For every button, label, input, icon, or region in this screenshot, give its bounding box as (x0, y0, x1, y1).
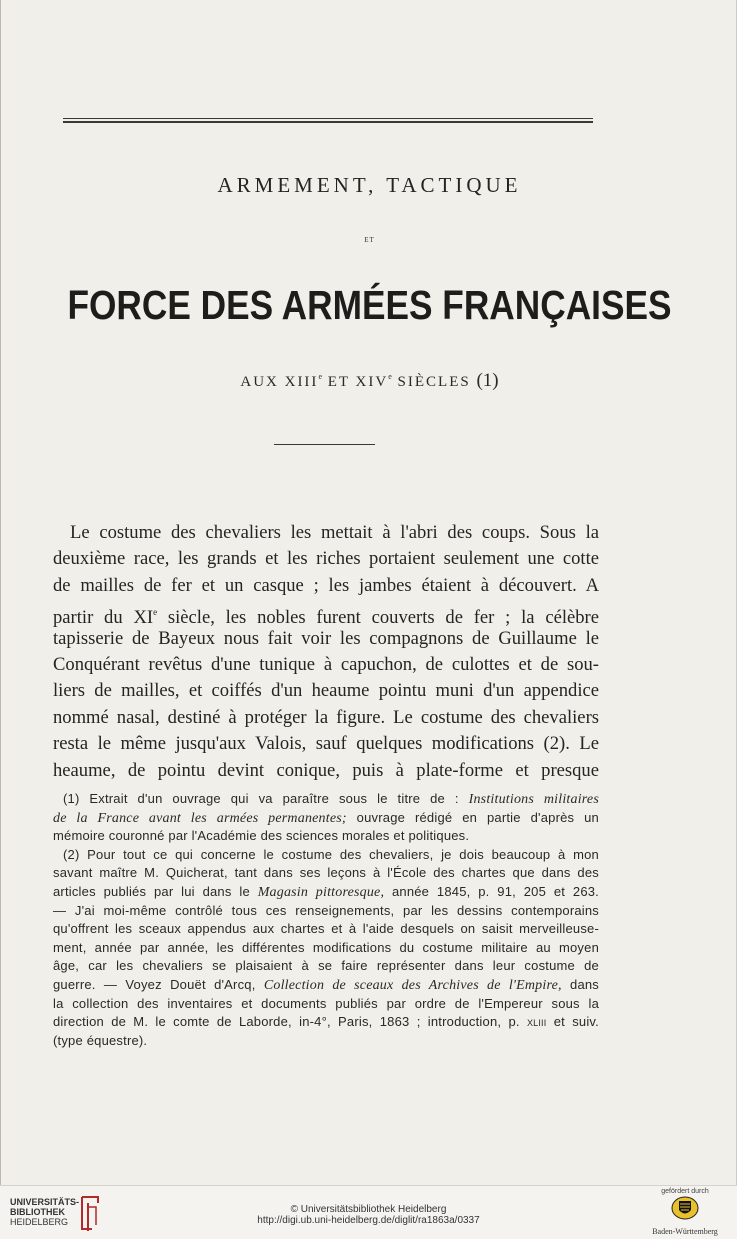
state-crest-icon (670, 1195, 700, 1221)
footnote-2-line: (2) Pour tout ce qui concerne le costume des chevaliers, je dois beaucoup à mon (63, 846, 599, 862)
footnote-2-text: guerre. — Voyez Douët d'Arcq, (53, 976, 264, 992)
footnote-2-text: et suiv. (546, 1014, 599, 1030)
footnote-2-line: la collection des inventaires et documents publiés par ordre de l'Empereur sous la (53, 995, 599, 1011)
footnote-2-line: — J'ai moi-même contrôlé tous ces renseignements, par les dessins contemporains (53, 902, 599, 918)
subtitle-part-3: SIÈCLES (391, 374, 477, 390)
subtitle (1, 370, 737, 392)
footnote-2-line (53, 976, 599, 995)
section-divider (274, 444, 375, 445)
body-line: heaume, de pointu devint conique, puis à plate-forme et presque (53, 759, 599, 781)
footnote-2-magazine: Magasin pittoresque, (257, 884, 385, 900)
library-name-line: UNIVERSITÄTS- (10, 1197, 80, 1207)
century-sup: e (153, 607, 158, 618)
body-line-4-rest: siècle, les nobles furent couverts de fer ; la célèbre (157, 607, 600, 629)
body-line: de mailles de fer et un casque ; les jambes étaient à découvert. A (53, 574, 599, 596)
title-line-1: ARMEMENT, TACTIQUE (217, 173, 522, 197)
footnote-2-text: dans (561, 976, 600, 992)
body-line-4-start: partir du XI (53, 607, 154, 629)
footnote-2-line (53, 1013, 599, 1032)
body-line: liers de mailles, et coiffés d'un heaume pointu muni d'un appendice (53, 680, 599, 702)
subtitle-footnote-ref[interactable]: (1) (476, 370, 499, 391)
title-conjunction: ET (364, 236, 375, 244)
footnote-1-title: Institutions militaires (468, 792, 599, 807)
permalink-url[interactable]: http://digi.ub.uni-heidelberg.de/diglit/ra1863a/0337 (257, 1215, 480, 1226)
footnote-1-line (53, 790, 599, 809)
body-line: Conquérant revêtus d'une tunique à capuchon, de culottes et de sou- (53, 653, 599, 675)
body-line: tapisserie de Bayeux nous fait voir les compagnons de Guillaume le (53, 627, 599, 649)
footnote-2-collection: Collection de sceaux des Archives de l'Empire, (263, 977, 562, 993)
subtitle-sup-2: e (388, 372, 392, 381)
subtitle-part-2: ET XIV (322, 374, 389, 390)
footnote-1-line (53, 809, 599, 828)
main-title: FORCE DES ARMÉES FRANÇAISES (67, 282, 672, 328)
body-line: nommé nasal, destiné à protéger la figure. Le costume des chevaliers (53, 706, 599, 728)
footnote-2-text: année 1845, p. 91, 205 et 263. (384, 883, 599, 899)
footnote-1-text: (1) Extrait d'un ouvrage qui va paraître sous le titre de : (63, 791, 469, 806)
footnote-2-text: direction de M. le comte de Laborde, in-4°, Paris, 1863 ; introduction, p. (53, 1014, 527, 1030)
top-rule-double (63, 121, 593, 123)
footnote-2-roman: xliii (526, 1014, 547, 1030)
footnote-2-line: âge, car les chevaliers se plaisaient à se faire représenter dans leur costume de (53, 958, 599, 974)
sponsor-label: gefördert durch (661, 1188, 709, 1195)
library-footer (0, 1185, 737, 1239)
body-line: deuxième race, les grands et les riches portaient seulement une cotte (53, 548, 599, 570)
subtitle-sup-1: e (318, 372, 322, 381)
footnote-2-text: articles publiés par lui dans le (53, 883, 258, 899)
footnote-2-line: (type équestre). (53, 1032, 148, 1048)
footnote-1-title-cont: de la France avant les armées permanentes; (53, 810, 347, 826)
library-name-line: HEIDELBERG (10, 1217, 69, 1227)
footnote-2-line: qu'offrent les sceaux appendus aux chartes et à l'aide desquels on saisit merveilleuse- (53, 921, 599, 937)
top-rule-thick (63, 118, 593, 119)
footnote-2-line: savant maître M. Quicherat, tant dans ses leçons à l'École des chartes que dans des (53, 865, 599, 881)
body-line: Le costume des chevaliers les mettait à l'abri des coups. Sous la (70, 522, 599, 543)
copyright-notice: © Universitätsbibliothek Heidelberg (290, 1204, 447, 1215)
body-paragraph (53, 520, 599, 784)
footnote-2-line: ment, année par année, les différentes modifications du costume militaire au moyen (53, 939, 599, 955)
sponsor-block (645, 1188, 725, 1236)
footnote-1-line: mémoire couronné par l'Académie des sciences morales et politiques. (53, 828, 470, 844)
footnote-1-text-cont: ouvrage rédigé en partie d'après un (346, 809, 599, 825)
library-name-line: BIBLIOTHEK (10, 1207, 65, 1217)
footnote-2-line (53, 883, 599, 902)
footnotes (53, 790, 599, 1050)
sponsor-name: Baden-Württemberg (652, 1227, 718, 1236)
body-line (53, 599, 600, 629)
subtitle-part-1: AUX XIII (240, 374, 319, 390)
body-line: resta le même jusqu'aux Valois, sauf quelques modifications (2). Le (53, 733, 599, 755)
